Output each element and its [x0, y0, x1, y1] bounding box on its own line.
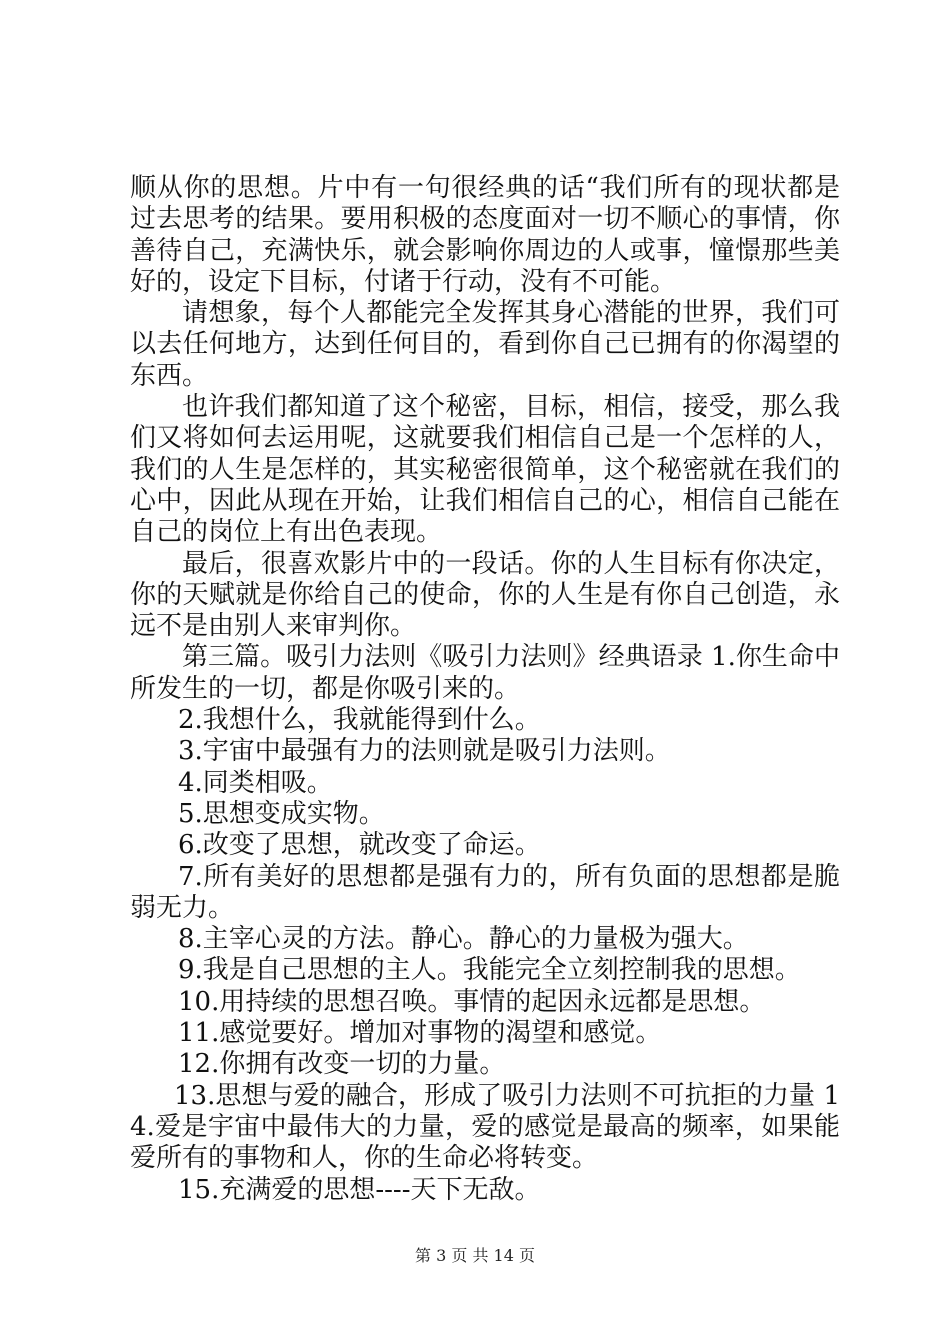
quote-item-8: 8.主宰心灵的方法。静心。静心的力量极为强大。: [178, 924, 749, 955]
document-body: [130, 173, 840, 1206]
quote-item-5: 5.思想变成实物。: [178, 798, 385, 829]
quote-item-6: 6.改变了思想，就改变了命运。: [178, 830, 541, 861]
quote-item-7: 7.所有美好的思想都是强有力的，所有负面的思想都是脆弱无力。: [130, 861, 840, 923]
paragraph-secret: 也许我们都知道了这个秘密，目标，相信，接受，那么我们又将如何去运用呢，这就要我们相信自己是一个怎样的人，我们的人生是怎样的，其实秘密很简单，这个秘密就在我们的心中，因此从现在开始，让我们相信自己的心，相信自己能在自己的岗位上有出色表现。: [130, 392, 840, 548]
quote-item-11: 11.感觉要好。增加对事物的渴望和感觉。: [178, 1018, 662, 1049]
paragraph-part-three: 第三篇。吸引力法则《吸引力法则》经典语录 1.你生命中所发生的一切，都是你吸引来的。: [130, 642, 840, 704]
quote-item-9: 9.我是自己思想的主人。我能完全立刻控制我的思想。: [178, 955, 801, 986]
paragraph-imagine: 请想象，每个人都能完全发挥其身心潜能的世界，我们可以去任何地方，达到任何目的，看到你自己已拥有的你渴望的东西。: [130, 298, 840, 391]
quote-item-15: 15.充满爱的思想----天下无敌。: [178, 1174, 541, 1205]
paragraph-continuation: 顺从你的思想。片中有一句很经典的话“我们所有的现状都是过去思考的结果。要用积极的态度面对一切不顺心的事情，你善待自己，充满快乐，就会影响你周边的人或事，憧憬那些美好的，设定下目标，付诸于行动，没有不可能。: [130, 173, 840, 297]
quote-item-2: 2.我想什么，我就能得到什么。: [178, 705, 541, 736]
page-footer: 第 3 页 共 14 页: [415, 1246, 535, 1265]
quote-item-4: 4.同类相吸。: [178, 767, 333, 798]
quote-item-10: 10.用持续的思想召唤。事情的起因永远都是思想。: [178, 986, 766, 1017]
quote-item-13-14: 13.思想与爱的融合，形成了吸引力法则不可抗拒的力量 14.爱是宇宙中最伟大的力量，爱的感觉是最高的频率，如果能爱所有的事物和人，你的生命必将转变。: [130, 1080, 840, 1174]
paragraph-finally: 最后，很喜欢影片中的一段话。你的人生目标有你决定，你的天赋就是你给自己的使命，你的人生是有你自己创造，永远不是由别人来审判你。: [130, 548, 840, 642]
quote-item-12: 12.你拥有改变一切的力量。: [178, 1049, 506, 1080]
quote-item-3: 3.宇宙中最强有力的法则就是吸引力法则。: [178, 736, 671, 767]
